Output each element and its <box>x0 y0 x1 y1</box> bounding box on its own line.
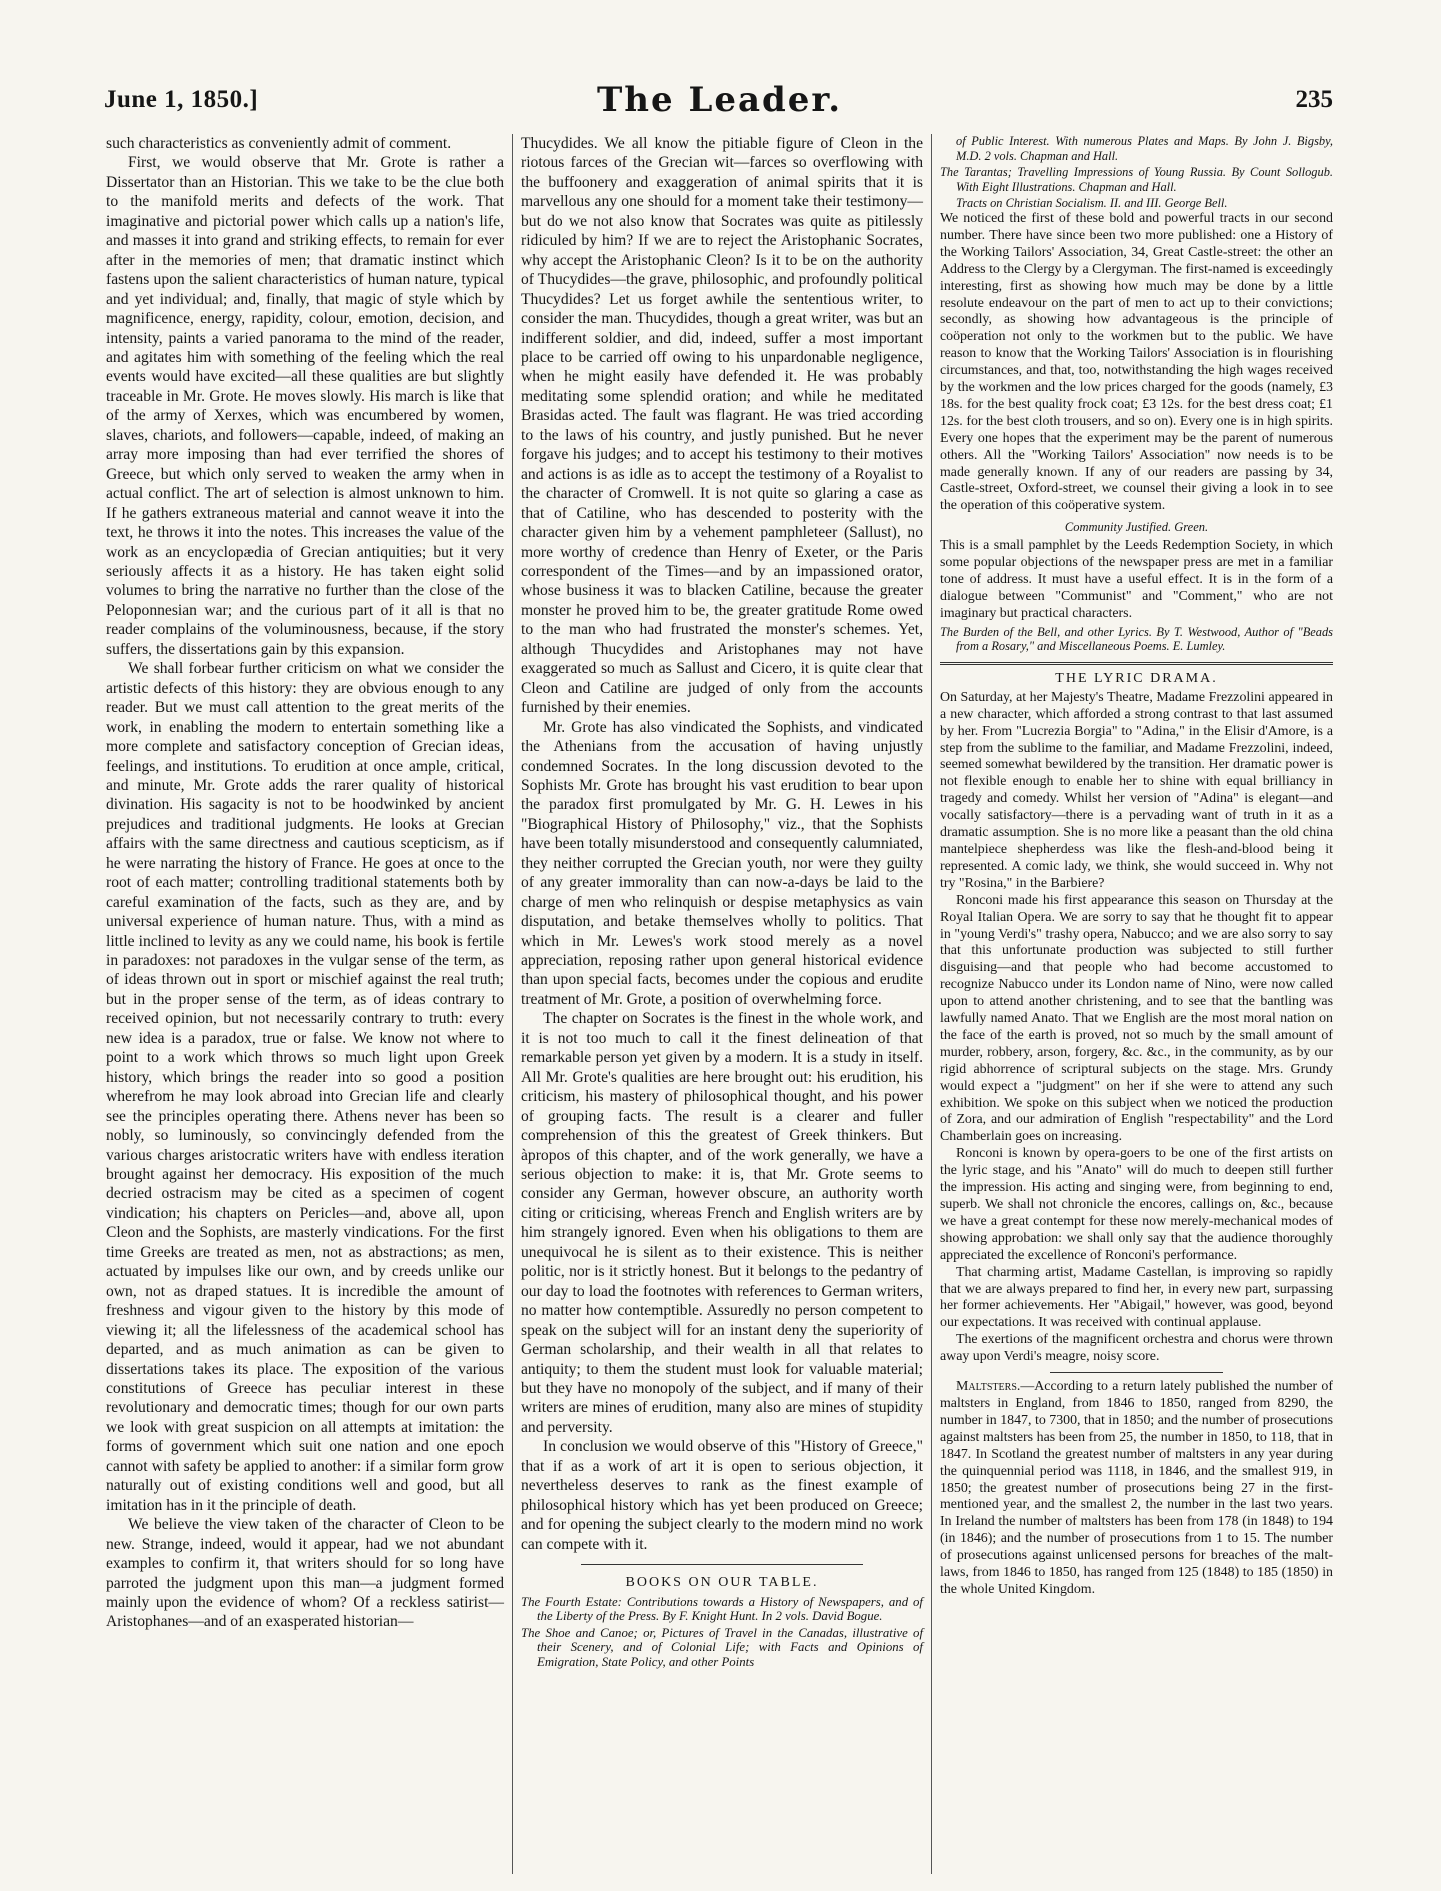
maltsters-label: Maltsters. <box>956 1379 1021 1395</box>
page-number: 235 <box>1295 86 1333 113</box>
book-entry-continued: of Public Interest. With numerous Plates and Maps. By John J. Bigsby, M.D. 2 vols. Chapman and Hall. <box>956 134 1333 163</box>
column-right <box>932 134 1341 1874</box>
issue-date: June 1, 1850.] <box>104 86 259 113</box>
paragraph: Thucydides. We all know the pitiable figure of Cleon in the riotous farces of the Grecian wit—farces so overflowing with the buffoonery and exaggeration of animal spirits that it is marvellous any one should for a moment take their testimony—but do we not also know that Socrates was quite as pitilessly ridiculed by him? If we are to reject the Aristophanic Socrates, why accept the Aristophanic Cleon? Is it to be on the authority of Thucydides—the grave, philosophic, and profoundly political Thucydides? Let us forget awhile the sententious writer, to consider the man. Thucydides, though a great writer, was but an indifferent soldier, and did, indeed, suffer a most important place to be carried off owing to his unpardonable negligence, when he might easily have defended it. He was probably meditating some splendid oration; and while he meditated Brasidas acted. The fault was flagrant. He was tried according to the laws of his country, and justly punished. But he never forgave his judges; and to accept his testimony to their motives and actions is as idle as to accept the testimony of a Royalist to the character of Cromwell. It is not quite so glaring a case as that of Catiline, who has descended to posterity with the character given him by a vehement pamphleteer (Sallust), no more worthy of credence than Henry of Exeter, or the Paris correspondent of the Times—and by an impassioned orator, whose business it was to blacken Catiline, because the greater monster he proved him to be, the greater gratitude Rome owed to the man who had frustrated the monster's schemes. Yet, although Thucydides and Aristophanes may not have exaggerated so much as Sallust and Cicero, it is quite clear that Cleon and Catiline are judged of only from the accounts furnished by their enemies. <box>521 135 923 717</box>
paragraph: First, we would observe that Mr. Grote is rather a Dissertator than an Historian. This we take to be the clue both to the manifold merits and defects of the work. That imaginative and pictorial power which calls up a nation's life, and masses it into grand and striking effects, to remain for ever after in the memories of men; that dramatic instinct which fastens upon the salient characteristics of human nature, typical and yet individual; and, finally, that magic of style which by magnificence, energy, rapidity, colour, emotion, decision, and intensity, paints a varied panorama to the mind of the reader, and agitates him with something of the feeling which the real events would have excited—all these qualities are but slightly traceable in Mr. Grote. He moves slowly. His march is like that of the army of Xerxes, which was encumbered by women, slaves, chariots, and followers—capable, indeed, of making an array more imposing than had ever terrified the shores of Greece, but which only served to weaken the army when in actual conflict. The art of selection is almost unknown to him. If he gathers extraneous material and cannot weave it into the text, he throws it into the notes. This increases the value of the work as an encyclopædia of Grecian antiquities; but it very seriously affects it as a history. He has taken eight solid volumes to bring the narrative no further than the close of the Peloponnesian war; and the curious part of it all is that no reader complains of the voluminousness, because, if the story suffers, the dissertations gain by this expansion. <box>106 154 504 658</box>
newspaper-title: The Leader. <box>596 80 843 120</box>
book-entry: The Burden of the Bell, and other Lyrics. By T. Westwood, Author of "Beads from a Rosary," and Miscellaneous Poems. E. Lumley. <box>940 624 1333 654</box>
maltsters-text: —According to a return lately published the number of maltsters in England, from 1846 to 1850, ranged from 8290, the number in 1847, to 7300, that in 1850; and the number of prosecutions against maltsters has been from 25, the number in 1850, to 118, that in 1847. In Scotland the greatest number of maltsters in any year during the quinquennial period was 1118, in 1846, and the smallest 919, in 1850; the greatest number of prosecutions being 27 in the first-mentioned year, and the smallest 2, the number in the last two years. In Ireland the number of maltsters has been from 178 (in 1848) to 194 (in 1846); and the number of prosecutions from 1 to 15. The number of prosecutions against unlicensed persons for breaches of the malt-laws, from 1846 to 1850, has ranged from 125 (1848) to 185 (1850) in the whole United Kingdom. <box>940 1379 1333 1597</box>
paragraph: We shall forbear further criticism on what we consider the artistic defects of this history: they are obvious enough to any reader. But we must call attention to the great merits of the work, in enabling the modern to entertain something like a more complete and satisfactory conception of Grecian ideas, feelings, and institutions. To erudition at once ample, critical, and minute, Mr. Grote adds the rarer quality of historical divination. His sagacity is not to be hoodwinked by ancient prejudices and traditional judgments. He looks at Grecian affairs with the same directness and cautious scepticism, as if he were narrating the history of France. He goes at once to the root of each matter; controlling traditional statements both by careful examination of the facts, such as they are, and by universal experience of human nature. Thus, with a mind as little inclined to levity as any we could name, his book is fertile in paradoxes: not paradoxes in the vulgar sense of the term, as of ideas thrown out in sport or mischief against the real truth; but in the proper sense of the term, as of ideas contrary to received opinion, but not necessarily contrary to truth: every new idea is a paradox, true or false. We know not where to point to a work which throws so much light upon Greek history, which brings the reader into so good a position wherefrom he may look abroad into Grecian life and clearly see the principles operating there. Athens never has been so nobly, so luminously, so convincingly defended from the various charges aristocratic writers have with endless iteration brought against her democracy. His exposition of the much decried ostracism may be cited as a specimen of cogent vindication; his chapters on Pericles—and, above all, upon Cleon and the Sophists, are masterly vindications. For the first time Greeks are treated as men, not as abstractions; as men, actuated by impulses like our own, and by creeds unlike our own, not as draped statues. It is incredible the amount of freshness and vigour given to the history by this mode of viewing it; all the lifelessness of the academical school has departed, and as much animation as can be given to dissertations takes its place. The exposition of the various constitutions of Greece has peculiar interest in these revolutionary and democratic times; though for our own parts we look with great suspicion on all attempts at imitation: the forms of government which suit one nation and one epoch cannot with safety be applied to another: if a similar form grow naturally out of existing conditions well and good, but all imitation has in it the principle of death. <box>106 660 504 1514</box>
book-entry: Tracts on Christian Socialism. II. and III. George Bell. <box>956 196 1228 211</box>
book-subheading: Community Justified. Green. <box>1064 520 1209 535</box>
paragraph: We believe the view taken of the character of Cleon to be new. Strange, indeed, would it appear, had we not abundant examples to confirm it, that writers should for so long have parroted the judgment upon this man—a judgment formed mainly upon the evidence of whom? Of a reckless satirist—Aristophanes—and of an exasperated historian— <box>106 1516 504 1631</box>
paragraph: In conclusion we would observe of this "History of Greece," that if as a work of art it is open to serious objection, it nevertheless deserves to rank as the finest example of philosophical history which has yet been produced on Greece; and for opening the subject clearly to the modern mind no work can compete with it. <box>521 1438 923 1553</box>
paragraph: Ronconi is known by opera-goers to be one of the first artists on the lyric stage, and his "Anato" will do much to deepen still further the impression. His acting and singing were, from beginning to end, superb. We shall not chronicle the encores, callings on, &c., because we have a great contempt for these now merely-mechanical modes of showing approbation: we shall only say that the audience thoroughly appreciated the excellence of Ronconi's performance. <box>940 1146 1333 1263</box>
section-divider <box>940 662 1333 665</box>
paragraph: The chapter on Socrates is the finest in the whole work, and it is not too much to call it the finest delineation of that remarkable person yet given by a modern. It is a study in itself. All Mr. Grote's qualities are here brought out: his erudition, his criticism, his mastery of philosophical thought, and his power of grouping facts. The result is a clearer and fuller comprehension of this the greatest of Greek thinkers. But àpropos of this chapter, and of the work generally, we have a serious objection to make: it is, that Mr. Grote seems to consider any German, however obscure, an authority worth citing or criticising, whereas French and English writers are by him strangely ignored. Even when his obligations to them are unequivocal he is silent as to their existence. This is neither politic, nor is it strictly honest. But it belongs to the pedantry of our day to load the footnotes with references to German writers, no matter how contemptible. Assuredly no person competent to speak on the subject will for an instant deny the superiority of German scholarship, and their wealth in all that relates to antiquity; to them the student must look for valuable material; but they have no monopoly of the subject, and if many of their writers are mines of erudition, many also are mines of stupidity and perversity. <box>521 1010 923 1436</box>
lyric-drama-heading: THE LYRIC DRAMA. <box>1055 670 1218 686</box>
masthead <box>98 0 1341 118</box>
books-section <box>521 1573 923 1669</box>
section-divider <box>581 1564 863 1565</box>
paragraph: Mr. Grote has also vindicated the Sophists, and vindicated the Athenians from the accusation of having unjustly condemned Socrates. In the long discussion devoted to the Sophists Mr. Grote has brought his vast erudition to bear upon the paradox first promulgated by Mr. G. H. Lewes in his "Biographical History of Philosophy," viz., that the Sophists have been totally misunderstood and consequently calumniated, they neither corrupted the Grecian youth, nor were they guilty of any greater immorality than can now-a-days be laid to the charge of men who relinquish or despise metaphysics as vain disputation, and betake themselves wholly to politics. That which in Mr. Lewes's work stood merely as a novel appreciation, reposing rather upon general historical evidence than upon special facts, becomes under the copious and erudite treatment of Mr. Grote, a position of overwhelming force. <box>521 718 923 1008</box>
paragraph: We noticed the first of these bold and powerful tracts in our second number. There have since been two more published: one a History of the Working Tailors' Association, 34, Great Castle-street: the other an Address to the Clergy by a Clergyman. The first-named is exceedingly interesting, first as showing how much may be done by a little resolute endeavour on the part of men to act up to their convictions; secondly, as showing how advantageous is the principle of coöperation not only to the workmen but to the public. We have reason to know that the Working Tailors' Association is in flourishing circumstances, and that, too, notwithstanding the high wages received by the workmen and the low prices charged for the goods (namely, £3 18s. for the best quality frock coat; £3 12s. for the best dress coat; £1 12s. for the best cloth trousers, and so on). Every one is in high spirits. Every one hopes that the experiment may be the parent of numerous others. All the "Working Tailors' Association" now needs is to be made generally known. If any of our readers are passing by 34, Castle-street, Oxford-street, we counsel their giving a look in to see the operation of this coöperative system. <box>940 210 1333 514</box>
paragraph: such characteristics as conveniently admit of comment. <box>106 135 452 152</box>
book-entry: The Shoe and Canoe; or, Pictures of Travel in the Canadas, illustrative of their Scenery, and of Colonial Life; with Facts and Opinions of Emigration, State Policy, and other Points <box>521 1625 923 1669</box>
article-columns <box>98 134 1341 1874</box>
paragraph: Ronconi made his first appearance this season on Thursday at the Royal Italian Opera. We are sorry to say that he thought fit to appear in "young Verdi's" trashy opera, Nabucco; and we are also sorry to say that this unfortunate production was subjected to still further disguising—and that people who had become accustomed to recognize Nabucco under its London name of Nino, were now called upon to attend another christening, and to see that the bantling was lawfully named Anato. That we English are the most moral nation on the face of the earth is proved, not so much by the small amount of murder, robbery, arson, forgery, &c. &c., in the community, as by our rigid abhorrence of scriptural subjects on the stage. Mrs. Grundy would expect a "judgment" on her if she were to attend any such exhibition. We spoke on this subject when we noticed the production of Zora, and our admiration of English "respectability" and the Lord Chamberlain goes on increasing. <box>940 892 1333 1145</box>
paragraph: That charming artist, Madame Castellan, is improving so rapidly that we are always prepared to find her, in every new part, surpassing her former achievements. Her "Abigail," however, was good, beyond our expectations. It was received with continual applause. <box>940 1264 1333 1331</box>
section-divider <box>1050 1372 1223 1373</box>
paragraph: The exertions of the magnificent orchestra and chorus were thrown away upon Verdi's meagre, noisy score. <box>940 1332 1333 1365</box>
paragraph: This is a small pamphlet by the Leeds Redemption Society, in which some popular objections of the newspaper press are met in a familiar tone of address. It must have a useful effect. It is in the form of a dialogue between "Communist" and "Comment," who are not imaginary but practical characters. <box>940 538 1333 621</box>
books-heading: BOOKS ON OUR TABLE. <box>625 1575 819 1591</box>
maltsters-paragraph <box>940 1379 1333 1599</box>
book-entry: The Fourth Estate: Contributions towards a History of Newspapers, and of the Liberty of the Press. By F. Knight Hunt. In 2 vols. David Bogue. <box>521 1594 923 1624</box>
paragraph: On Saturday, at her Majesty's Theatre, Madame Frezzolini appeared in a new character, which afforded a strong contrast to that last assumed by her. From "Lucrezia Borgia" to "Adina," in the Elisir d'Amore, is a step from the sublime to the familiar, and Madame Frezzolini, indeed, seemed somewhat bewildered by the transition. Her dramatic power is not flexible enough to enable her to shine with equal brilliancy in tragedy and comedy. Whilst her version of "Adina" is elegant—and vocally satisfactory—there is a pervading want of truth in it as a dramatic assumption. She is no more like a peasant than the old china mantelpiece shepherdess was like the flesh-and-blood being it represented. A comic lady, we think, she would succeed in. Why not try "Rosina," in the Barbiere? <box>940 689 1333 891</box>
book-entry: The Tarantas; Travelling Impressions of Young Russia. By Count Sollogub. With Eight Illustrations. Chapman and Hall. <box>940 165 1333 194</box>
column-left <box>98 134 512 1874</box>
column-middle <box>512 134 932 1874</box>
